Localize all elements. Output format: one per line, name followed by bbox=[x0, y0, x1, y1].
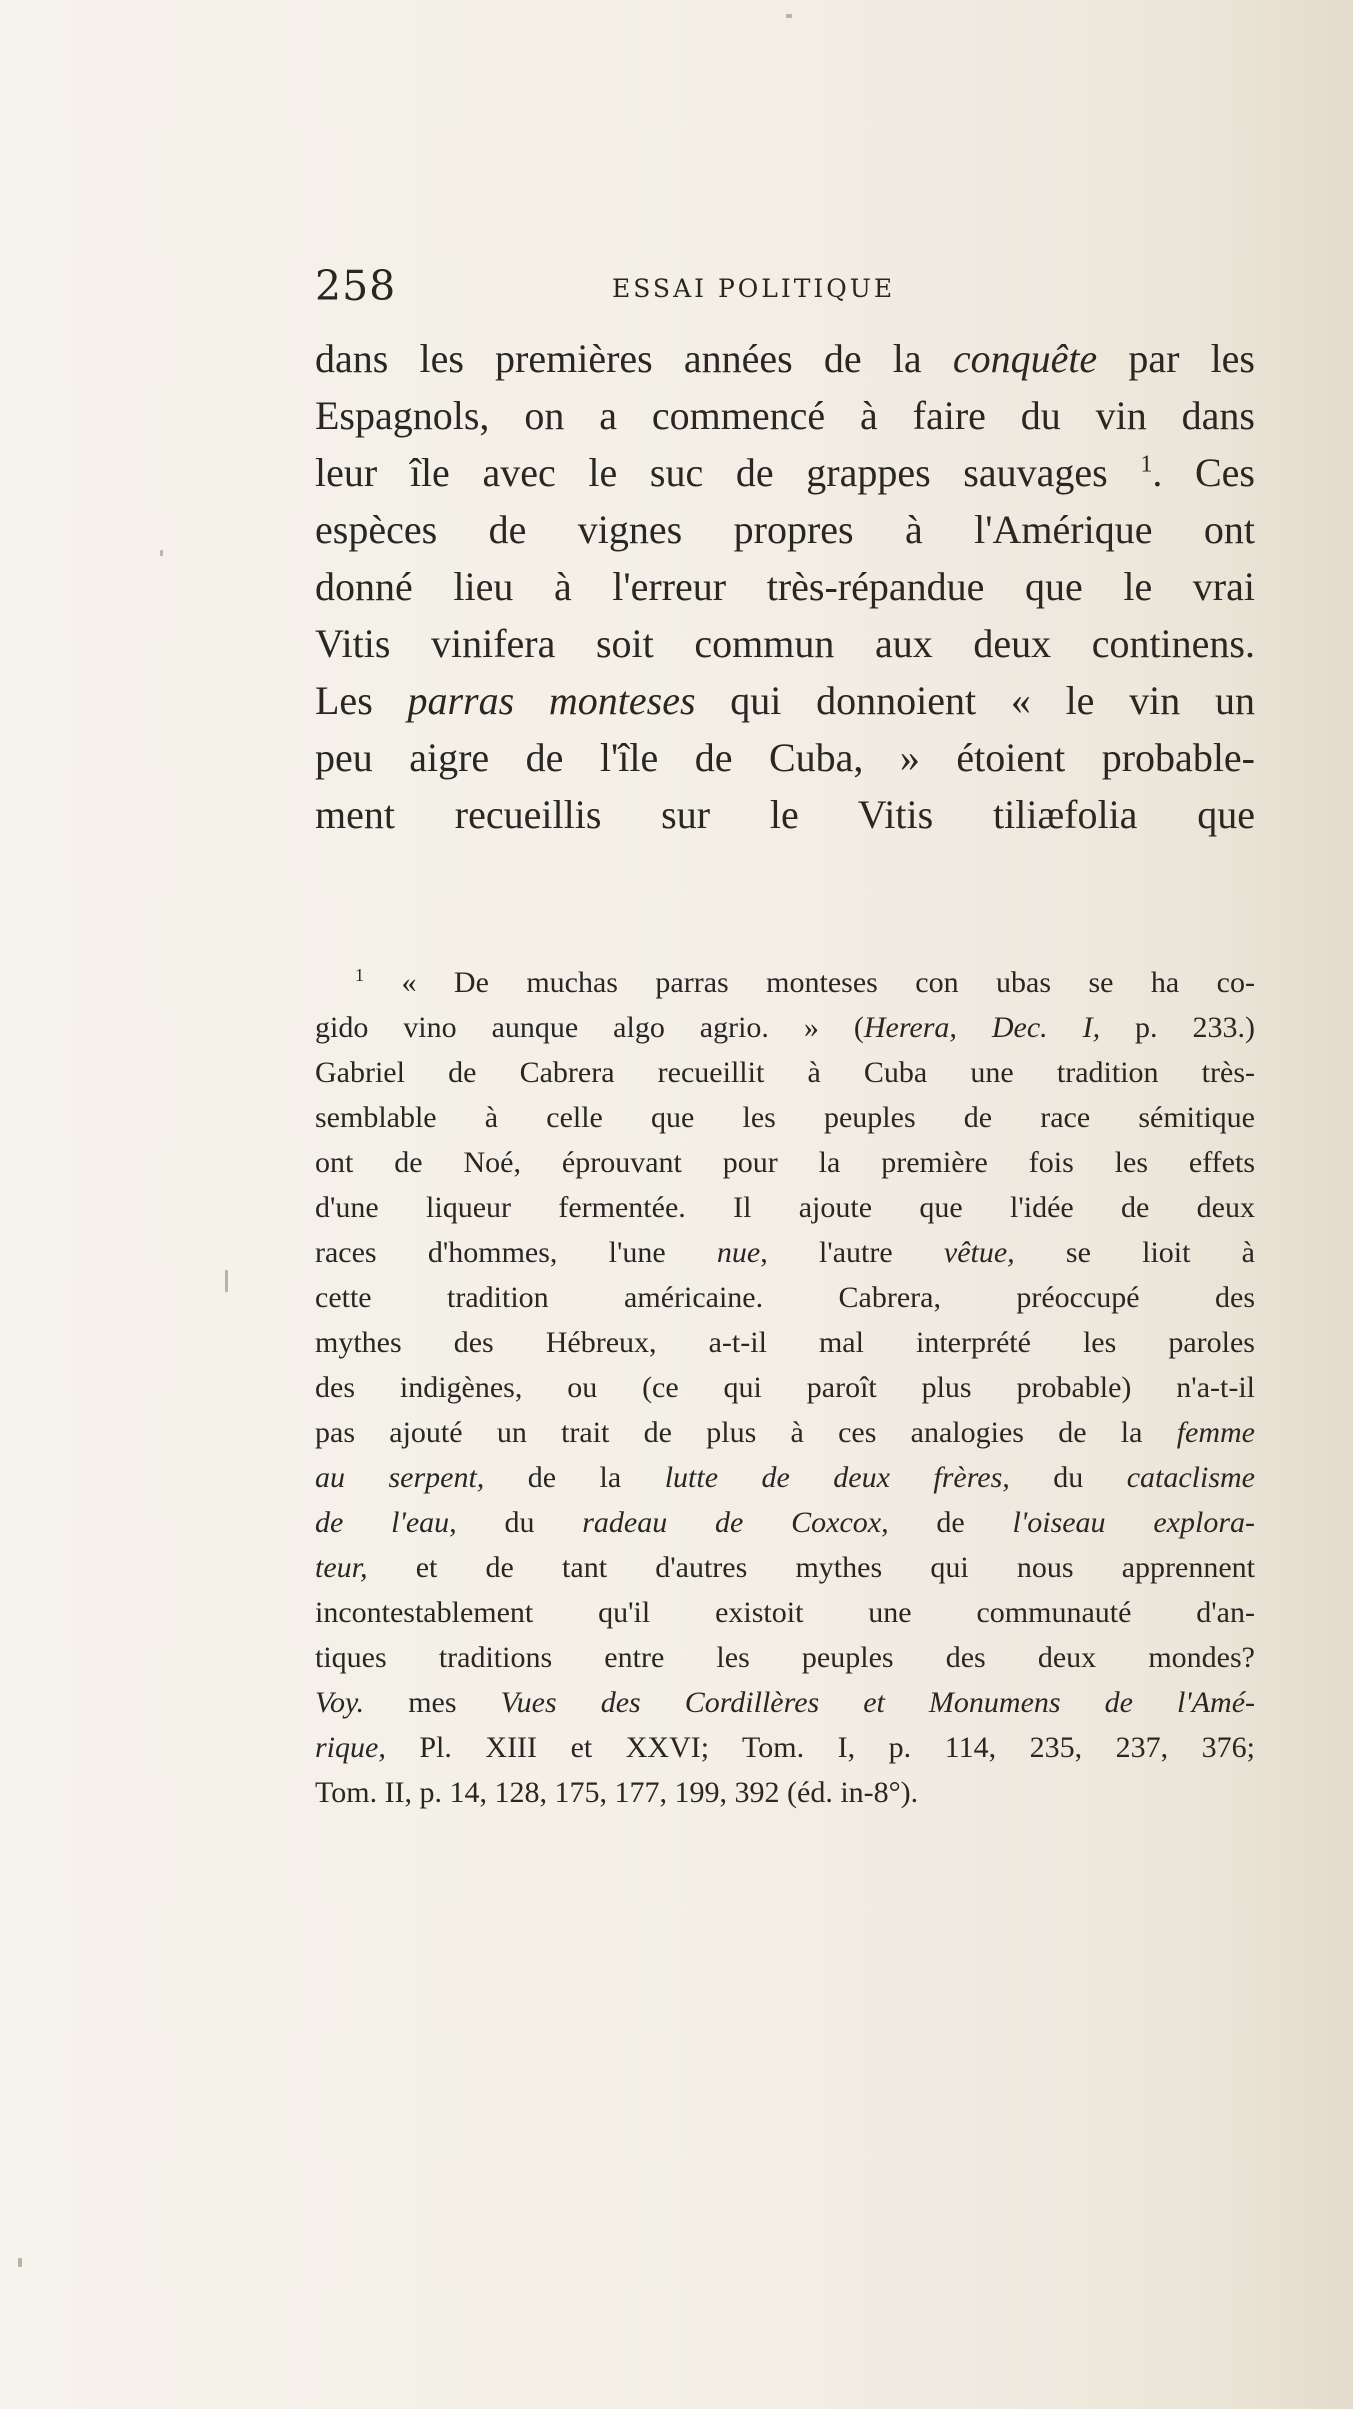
footnote-line: incontestablement qu'il existoit une communauté d'an- bbox=[315, 1596, 1255, 1629]
footnote-line: d'une liqueur fermentée. Il ajoute que l'idée de deux bbox=[315, 1191, 1255, 1224]
text-line: peu aigre de l'île de Cuba, » étoient probable- bbox=[315, 735, 1255, 780]
text-line: ment recueillis sur le Vitis tiliæfolia que bbox=[315, 792, 1255, 837]
running-title: ESSAI POLITIQUE bbox=[612, 274, 896, 303]
paper-speck bbox=[225, 1270, 228, 1292]
text-line: Vitis vinifera soit commun aux deux continens. bbox=[315, 621, 1255, 666]
page-number: 258 bbox=[315, 262, 397, 310]
footnote-line: mythes des Hébreux, a-t-il mal interprété les paroles bbox=[315, 1326, 1255, 1359]
text-line: Espagnols, on a commencé à faire du vin dans bbox=[315, 393, 1255, 438]
footnote-line: pas ajouté un trait de plus à ces analogies de la femme bbox=[315, 1416, 1255, 1449]
footnote-line: $^1$ « De muchas parras monteses con ubas se ha co- bbox=[355, 965, 1255, 999]
footnote-line: Voy. mes Vues des Cordillères et Monumens de l'Amé- bbox=[315, 1686, 1255, 1719]
footnote-line: cette tradition américaine. Cabrera, préoccupé des bbox=[315, 1281, 1255, 1314]
footnote-line: tiques traditions entre les peuples des deux mondes? bbox=[315, 1641, 1255, 1674]
footnote-line: de l'eau, du radeau de Coxcox, de l'oiseau explora- bbox=[315, 1506, 1255, 1539]
footnote-line: au serpent, de la lutte de deux frères, du cataclisme bbox=[315, 1461, 1255, 1494]
footnote-line: teur, et de tant d'autres mythes qui nous apprennent bbox=[315, 1551, 1255, 1584]
footnote-marker: 1 bbox=[355, 965, 364, 985]
footnote-line: gido vino aunque algo agrio. » (Herera, Dec. I, p. 233.) bbox=[315, 1011, 1255, 1044]
text-line: leur île avec le suc de grappes sauvages $^1$. Ces bbox=[315, 450, 1255, 495]
page-header bbox=[315, 262, 1255, 312]
text-line: donné lieu à l'erreur très-répandue que le vrai bbox=[315, 564, 1255, 609]
main-text bbox=[315, 330, 1255, 843]
text-line: dans les premières années de la conquête par les bbox=[315, 336, 1255, 381]
paper-speck bbox=[18, 2258, 22, 2267]
footnote-line: ont de Noé, éprouvant pour la première fois les effets bbox=[315, 1146, 1255, 1179]
footnote-line: des indigènes, ou (ce qui paroît plus probable) n'a-t-il bbox=[315, 1371, 1255, 1404]
footnote-line: Gabriel de Cabrera recueillit à Cuba une tradition très- bbox=[315, 1056, 1255, 1089]
paper-speck bbox=[160, 550, 163, 556]
footnote-line: Tom. II, p. 14, 128, 175, 177, 199, 392 (éd. in-8°). bbox=[315, 1776, 919, 1809]
text-line: espèces de vignes propres à l'Amérique ont bbox=[315, 507, 1255, 552]
paper-speck bbox=[786, 14, 792, 18]
footnote bbox=[315, 960, 1255, 1815]
text-line: Les parras monteses qui donnoient « le vin un bbox=[315, 678, 1255, 723]
footnote-line: semblable à celle que les peuples de race sémitique bbox=[315, 1101, 1255, 1134]
footnote-line: rique, Pl. XIII et XXVI; Tom. I, p. 114, 235, 237, 376; bbox=[315, 1731, 1255, 1764]
footnote-line: races d'hommes, l'une nue, l'autre vêtue, se lioit à bbox=[315, 1236, 1255, 1269]
footnote-ref: 1 bbox=[1140, 451, 1153, 478]
